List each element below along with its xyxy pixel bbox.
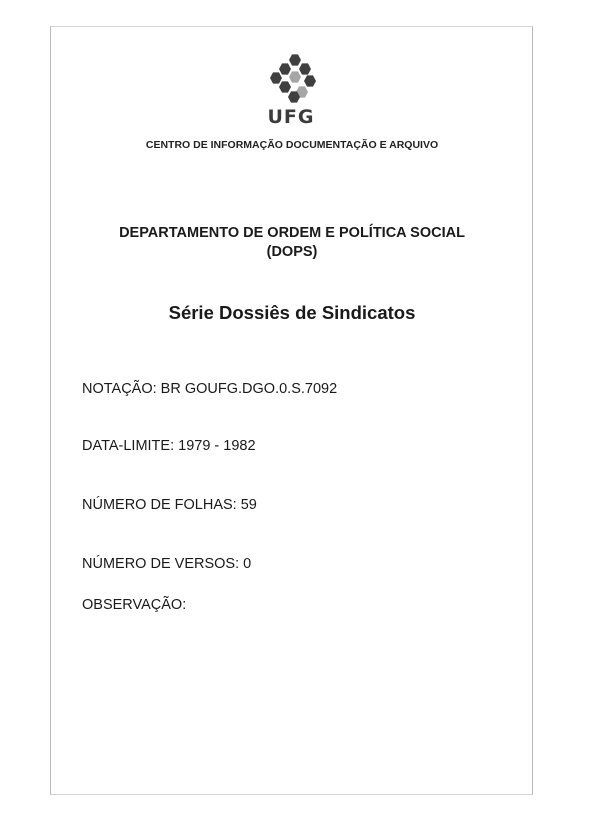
numero-folhas-field: NÚMERO DE FOLHAS: 59: [82, 497, 257, 513]
data-limite-field: DATA-LIMITE: 1979 - 1982: [82, 438, 256, 454]
ufg-logo-text: UFG: [267, 106, 315, 128]
department-title: [60, 224, 524, 262]
department-line-1: DEPARTAMENTO DE ORDEM E POLÍTICA SOCIAL: [119, 225, 465, 241]
series-title: Série Dossiês de Sindicatos: [168, 302, 416, 323]
department-line-2: (DOPS): [266, 244, 318, 260]
observacao-field: OBSERVAÇÃO:: [82, 597, 187, 613]
numero-versos-field: NÚMERO DE VERSOS: 0: [82, 556, 252, 572]
ufg-logo-icon: [268, 54, 320, 104]
center-name: CENTRO DE INFORMAÇÃO DOCUMENTAÇÃO E ARQUIVO: [145, 139, 439, 151]
notacao-field: NOTAÇÃO: BR GOUFG.DGO.0.S.7092: [82, 381, 338, 397]
